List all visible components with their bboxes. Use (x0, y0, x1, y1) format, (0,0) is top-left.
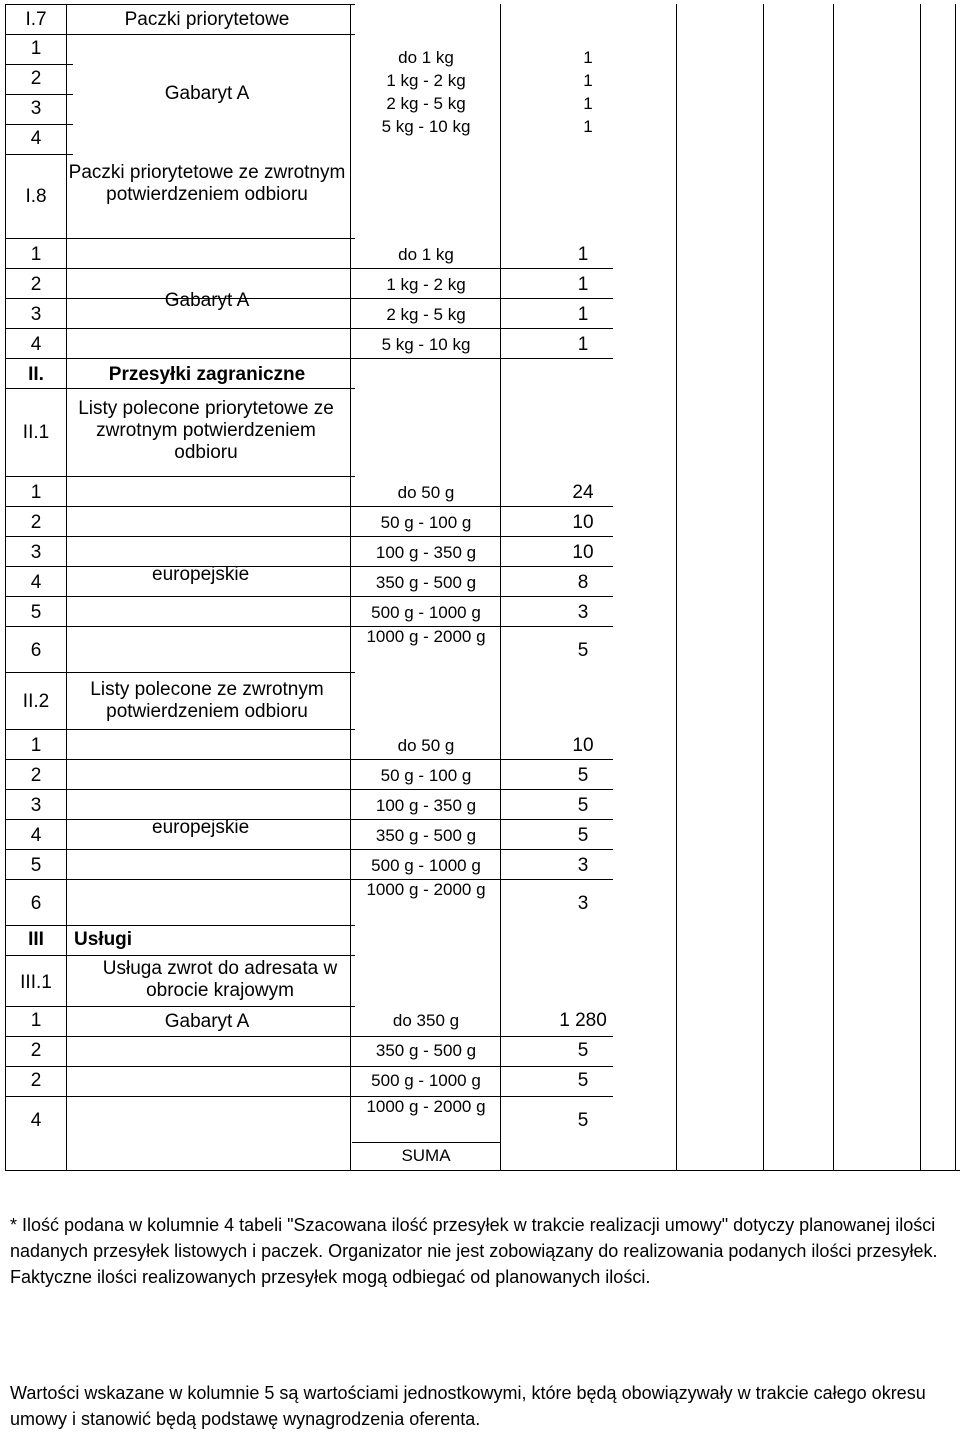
weight-range: do 50 g (397, 736, 455, 755)
quantity: 1 (583, 48, 593, 67)
row-number: 2 (30, 512, 42, 533)
quantity: 5 (577, 795, 589, 816)
section-title: Paczki priorytetowe (124, 9, 290, 30)
quantity: 1 (577, 244, 589, 265)
row-number: 5 (30, 855, 42, 876)
row-number: 4 (30, 825, 42, 846)
grid-line (5, 154, 73, 155)
quantity: 3 (577, 855, 589, 876)
row-number: 1 (30, 38, 42, 59)
grid-line (5, 626, 613, 627)
grid-line (5, 238, 355, 239)
quantity: 5 (577, 1110, 589, 1131)
grid-line (5, 672, 355, 673)
weight-range: do 350 g (392, 1011, 460, 1030)
section-number: II. (28, 364, 44, 385)
grid-line (5, 4, 355, 5)
weight-range: do 50 g (397, 483, 455, 502)
weight-list (352, 46, 500, 138)
grid-line (5, 1036, 613, 1037)
row-number: 1 (30, 244, 42, 265)
quantity: 10 (572, 735, 594, 756)
row-number: 3 (30, 304, 42, 325)
grid-line (5, 1170, 960, 1171)
section-number: II.2 (22, 691, 50, 712)
section-number: I.7 (25, 9, 47, 30)
section-title: Przesyłki zagraniczne (108, 364, 306, 385)
weight-range: 1 kg - 2 kg (386, 71, 466, 90)
row-number: 2 (30, 68, 42, 89)
quantity: 3 (577, 602, 589, 623)
grid-line (5, 268, 613, 269)
weight-range: 5 kg - 10 kg (381, 117, 471, 136)
section-title: Listy polecone priorytetowe ze zwrotnym potwierdzeniem odbioru (78, 398, 334, 463)
grid-line (5, 358, 613, 359)
row-number: 1 (30, 735, 42, 756)
row-number: 4 (30, 128, 42, 149)
grid-line (5, 476, 355, 477)
weight-range: 500 g - 1000 g (371, 856, 481, 875)
row-number: 2 (30, 765, 42, 786)
section-number: III.1 (20, 972, 52, 993)
quantity: 1 (583, 117, 593, 136)
quantity: 1 (577, 304, 589, 325)
quantity: 1 (577, 274, 589, 295)
group-label: Gabaryt A (164, 83, 250, 104)
grid-line (5, 1096, 613, 1097)
weight-range: do 1 kg (398, 48, 454, 67)
weight-range: 50 g - 100 g (380, 513, 472, 532)
row-number: 2 (30, 1040, 42, 1061)
weight-range: 2 kg - 5 kg (386, 305, 466, 324)
row-number: 3 (30, 795, 42, 816)
grid-line (5, 759, 613, 760)
grid-line (5, 849, 613, 850)
grid-line (5, 388, 355, 389)
row-number: 2 (30, 1070, 42, 1091)
row-number: 4 (30, 572, 42, 593)
grid-line (5, 4, 6, 1170)
quantity: 1 (583, 71, 593, 90)
weight-range: 100 g - 350 g (375, 796, 477, 815)
sum-label: SUMA (401, 1146, 451, 1165)
quantity: 5 (577, 640, 589, 661)
grid-line (920, 4, 921, 1170)
weight-range: 50 g - 100 g (380, 766, 472, 785)
grid-line (352, 1142, 500, 1143)
quantity: 5 (577, 765, 589, 786)
grid-line (5, 328, 613, 329)
grid-line (5, 506, 613, 507)
weight-range: 350 g - 500 g (375, 826, 477, 845)
grid-line (5, 1006, 355, 1007)
weight-range: 5 kg - 10 kg (381, 335, 471, 354)
weight-range: 1000 g - 2000 g (366, 1097, 486, 1116)
weight-range: do 1 kg (398, 245, 454, 264)
quantity: 5 (577, 1040, 589, 1061)
weight-range: 2 kg - 5 kg (386, 94, 466, 113)
quantity: 24 (572, 482, 594, 503)
quantity: 5 (577, 825, 589, 846)
grid-line (5, 925, 355, 926)
section-title: Usługa zwrot do adresata w obrocie krajowym (102, 958, 338, 1001)
grid-line (5, 34, 355, 35)
footnote: * Ilość podana w kolumnie 4 tabeli "Szacowana ilość przesyłek w trakcie realizacji umowy" dotyczy planowanej ilości nadanych przesyłek listowych i paczek. Organizator nie jest zobowiązany do realizowania podanych ilości przesyłek. Faktyczne ilości realizowanych przesyłek mogą odbiegać od planowanych ilości. (10, 1215, 938, 1287)
grid-line (5, 879, 613, 880)
quantity: 1 (577, 334, 589, 355)
grid-line (5, 729, 355, 730)
group-label: Gabaryt A (164, 1011, 250, 1032)
quantity: 1 280 (559, 1010, 607, 1031)
weight-range: 1000 g - 2000 g (366, 627, 486, 646)
grid-line (763, 4, 764, 1170)
grid-line (676, 4, 677, 1170)
row-number: 3 (30, 98, 42, 119)
footnote: Wartości wskazane w kolumnie 5 są wartościami jednostkowymi, które będą obowiązywały w trakcie całego okresu umowy i stanowić będą podstawę wynagrodzenia oferenta. (10, 1383, 926, 1429)
quantity: 1 (583, 94, 593, 113)
row-number: 4 (30, 1110, 42, 1131)
row-number: 5 (30, 602, 42, 623)
weight-range: 350 g - 500 g (375, 573, 477, 592)
row-number: 1 (30, 482, 42, 503)
weight-range: 500 g - 1000 g (371, 1071, 481, 1090)
group-label: Gabaryt A (164, 290, 250, 311)
grid-line (5, 789, 613, 790)
section-title: Listy polecone ze zwrotnym potwierdzeniem odbioru (90, 679, 324, 722)
quantity: 10 (572, 512, 594, 533)
grid-line (5, 955, 355, 956)
row-number: 1 (30, 1010, 42, 1031)
section-number: I.8 (25, 186, 47, 207)
quantity: 5 (577, 1070, 589, 1091)
grid-line (5, 64, 73, 65)
weight-range: 1 kg - 2 kg (386, 275, 466, 294)
section-number: II.1 (22, 422, 50, 443)
section-number: III (28, 929, 44, 950)
weight-range: 1000 g - 2000 g (366, 880, 486, 899)
row-number: 4 (30, 334, 42, 355)
grid-line (5, 124, 73, 125)
grid-line (833, 4, 834, 1170)
grid-line (5, 596, 613, 597)
weight-range: 100 g - 350 g (375, 543, 477, 562)
row-number: 2 (30, 274, 42, 295)
grid-line (5, 1066, 613, 1067)
row-number: 6 (30, 893, 42, 914)
group-label: europejskie (152, 564, 250, 585)
quantity: 3 (577, 893, 589, 914)
quantity-list (500, 46, 676, 138)
group-label: europejskie (152, 817, 250, 838)
row-number: 3 (30, 542, 42, 563)
row-number: 6 (30, 640, 42, 661)
section-title: Paczki priorytetowe ze zwrotnym potwierdzeniem odbioru (68, 162, 346, 205)
quantity: 10 (572, 542, 594, 563)
grid-line (5, 536, 613, 537)
weight-range: 500 g - 1000 g (371, 603, 481, 622)
grid-line (955, 4, 956, 1170)
grid-line (5, 94, 73, 95)
weight-range: 350 g - 500 g (375, 1041, 477, 1060)
quantity: 8 (577, 572, 589, 593)
section-title: Usługi (74, 929, 133, 950)
